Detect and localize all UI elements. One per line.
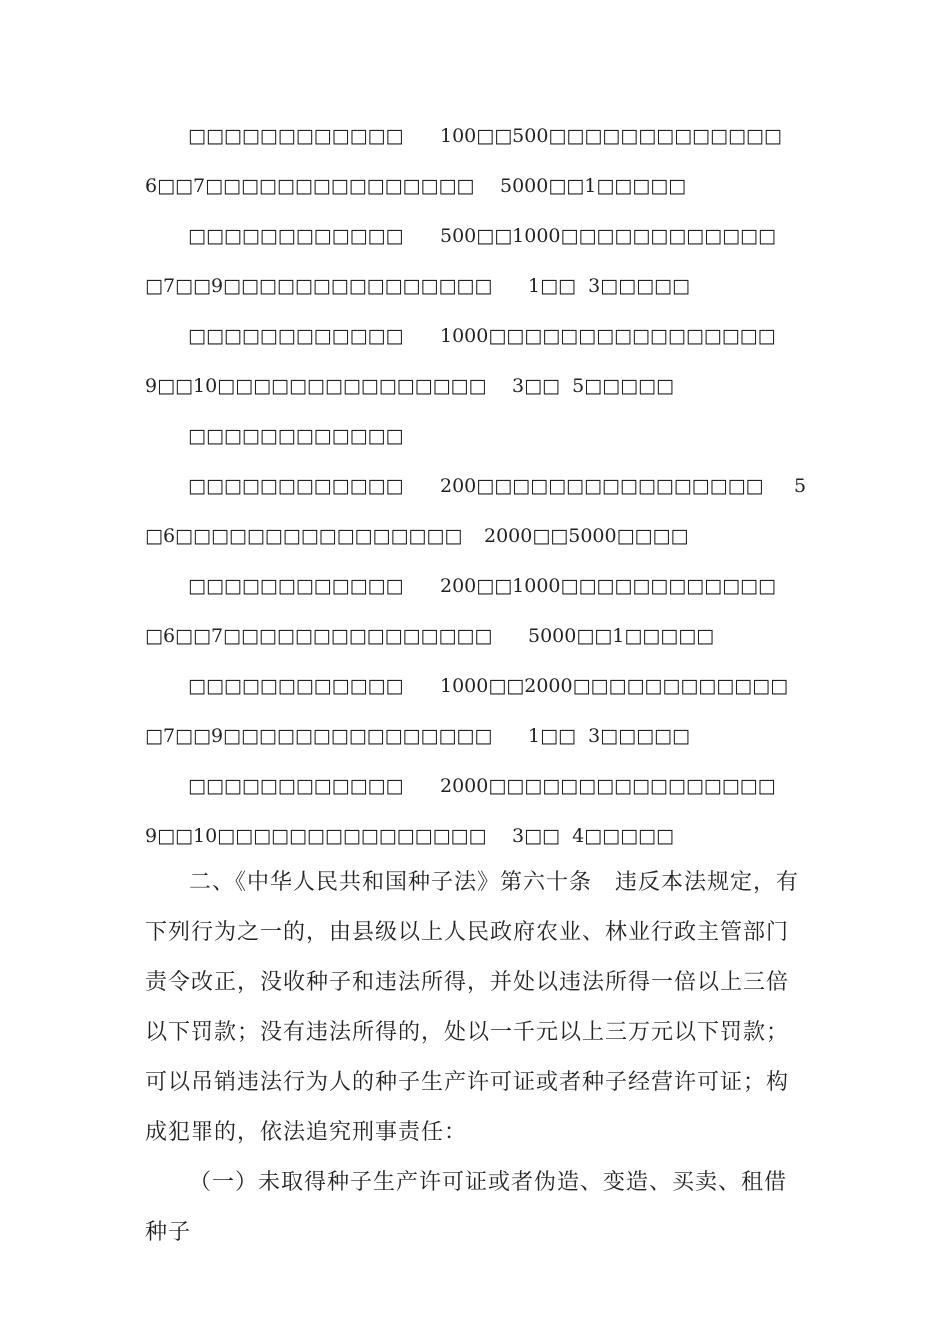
list-item — [145, 1158, 807, 1258]
row-label: □□□□□□□□□□□□ — [188, 575, 404, 597]
row-label: □□□□□□□□□□□□ — [188, 225, 404, 247]
row-range: 6□□7□□□□□□□□□□□□□□□ — [145, 175, 475, 197]
row-range: □6□□□□□□□□□□□□□□□□ — [145, 525, 463, 547]
row-value: 1□□ 3□□□□□ — [528, 275, 690, 297]
row-value: 5000□□1□□□□□ — [528, 625, 715, 647]
row-label: □□□□□□□□□□□□ — [188, 425, 404, 447]
row-value: 200□□□□□□□□□□□□□□□□ — [440, 475, 764, 497]
row-value: 1000□□□□□□□□□□□□□□□□ — [440, 325, 776, 347]
row-range: □6□□7□□□□□□□□□□□□□□□ — [145, 625, 493, 647]
row-value: 500□□1000□□□□□□□□□□□□ — [440, 225, 776, 247]
row-range: 9□□10□□□□□□□□□□□□□□□ — [145, 825, 487, 847]
row-range: □7□□9□□□□□□□□□□□□□□□ — [145, 725, 493, 747]
row-label: □□□□□□□□□□□□ — [188, 675, 404, 697]
row-range: □7□□9□□□□□□□□□□□□□□□ — [145, 275, 493, 297]
row-label: □□□□□□□□□□□□ — [188, 775, 404, 797]
row-label: □□□□□□□□□□□□ — [188, 475, 404, 497]
list-item-text: （一）未取得种子生产许可证或者伪造、变造、买卖、租借种子 — [145, 1170, 788, 1245]
row-value: 2000□□5000□□□□ — [484, 525, 689, 547]
article-text: 二、《中华人民共和国种子法》第六十条 违反本法规定，有下列行为之一的，由县级以上人民政府农业、林业行政主管部门责令改正，没收种子和违法所得，并处以违法所得一倍以上三倍以下罚款；没有违法所得的，处以一千元以上三万元以下罚款；可以吊销违法行为人的种子生产许可证或者种子经营许可证；构成犯罪的，依法追究刑事责任： — [145, 870, 800, 1145]
row-extra: 5 — [794, 475, 807, 497]
row-label: □□□□□□□□□□□□ — [188, 125, 404, 147]
row-value: 3□□ 4□□□□□ — [512, 825, 674, 847]
row-value: 3□□ 5□□□□□ — [512, 375, 674, 397]
row-range: 9□□10□□□□□□□□□□□□□□□ — [145, 375, 487, 397]
article-paragraph — [145, 858, 807, 1158]
row-value: 200□□1000□□□□□□□□□□□□ — [440, 575, 776, 597]
row-value: 2000□□□□□□□□□□□□□□□□ — [440, 775, 776, 797]
row-value: 1000□□2000□□□□□□□□□□□□ — [440, 675, 789, 697]
row-value: 100□□500□□□□□□□□□□□□□ — [440, 125, 782, 147]
row-label: □□□□□□□□□□□□ — [188, 325, 404, 347]
row-value: 5000□□1□□□□□ — [500, 175, 687, 197]
row-value: 1□□ 3□□□□□ — [528, 725, 690, 747]
